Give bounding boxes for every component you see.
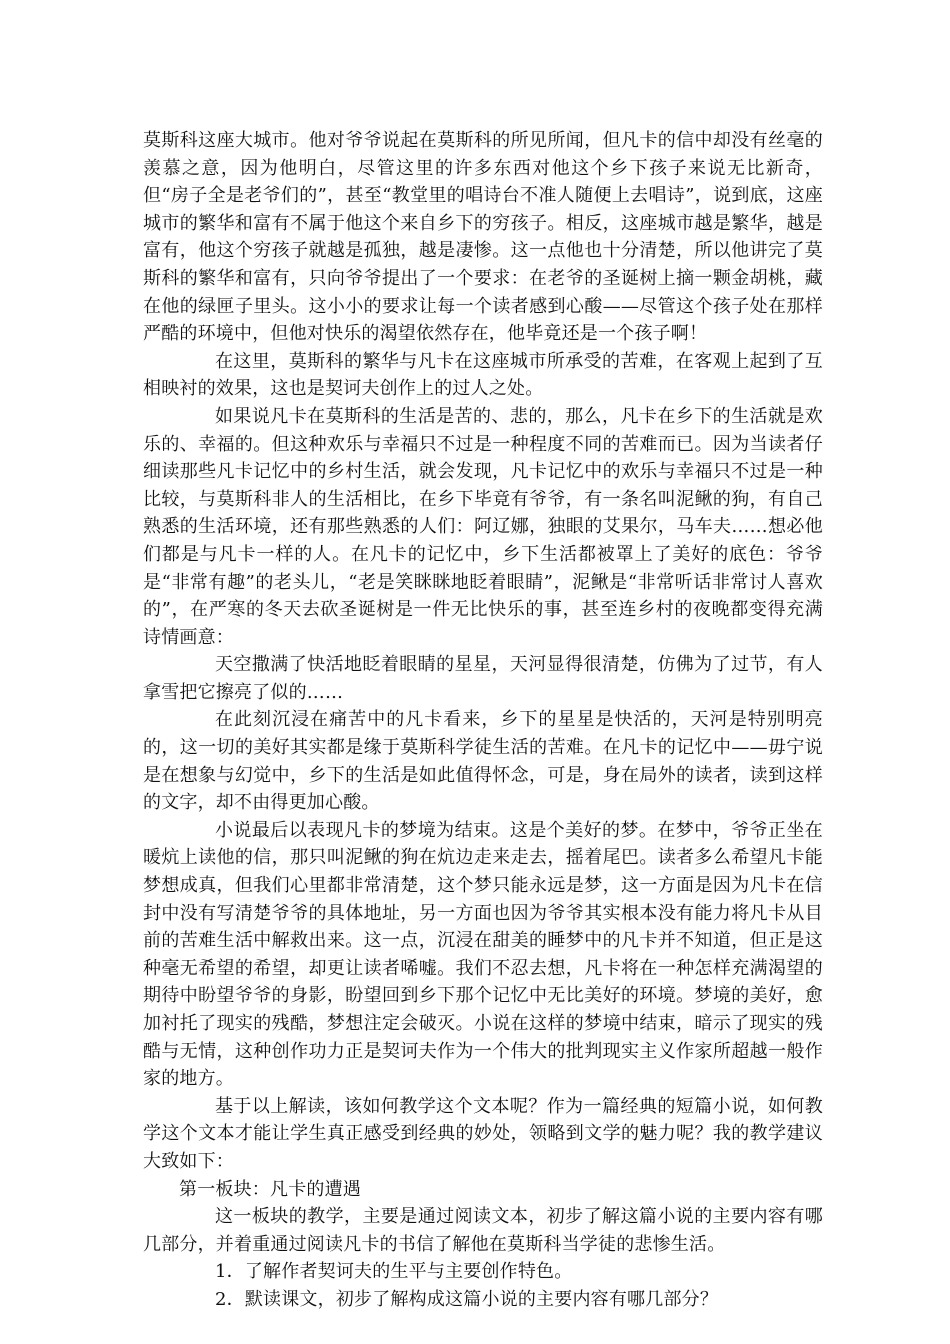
paragraph-moscow-city: 莫斯科这座大城市。他对爷爷说起在莫斯科的所见所闻，但凡卡的信中却没有丝毫的羡慕之意，因为他明白，尽管这里的许多东西对他这个乡下孩子来说无比新奇，但“房子全是老爷们的”，甚至“教堂里的唱诗台不准人随便上去唱诗”，说到底，这座城市的繁华和富有不属于他这个来自乡下的穷孩子。相反，这座城市越是繁华，越是富有，他这个穷孩子就越是孤独，越是凄惨。这一点他也十分清楚，所以他讲完了莫斯科的繁华和富有，只向爷爷提出了一个要求：在老爷的圣诞树上摘一颗金胡桃，藏在他的绿匣子里头。这小小的要求让每一个读者感到心酸——尽管这个孩子处在那样严酷的环境中，但他对快乐的渴望依然存在，他毕竟还是一个孩子啊！	[143, 130, 823, 345]
document-body	[143, 127, 823, 1314]
paragraph-contrast-effect: 在这里，莫斯科的繁华与凡卡在这座城市所承受的苦难，在客观上起到了互相映衬的效果，这也是契诃夫创作上的过人之处。	[143, 350, 823, 400]
list-item-2: 2．默读课文，初步了解构成这篇小说的主要内容有哪几部分？	[215, 1288, 719, 1310]
paragraph-quote-starry-sky: 天空撒满了快活地眨着眼睛的星星，天河显得很清楚，仿佛为了过节，有人拿雪把它擦亮了似的……	[143, 654, 823, 703]
section-heading-block-one: 第一板块：凡卡的遭遇	[179, 1178, 361, 1200]
paragraph-dream-ending: 小说最后以表现凡卡的梦境为结束。这是个美好的梦。在梦中，爷爷正坐在暖炕上读他的信，那只叫泥鳅的狗在炕边走来走去，摇着尾巴。读者多么希望凡卡能梦想成真，但我们心里都非常清楚，这个梦只能永远是梦，这一方面是因为凡卡在信封中没有写清楚爷爷的具体地址，另一方面也因为爷爷其实根本没有能力将凡卡从目前的苦难生活中解救出来。这一点，沉浸在甜美的睡梦中的凡卡并不知道，但正是这种毫无希望的希望，却更让读者唏嘘。我们不忍去想，凡卡将在一种怎样充满渴望的期待中盼望爷爷的身影，盼望回到乡下那个记忆中无比美好的环境。梦境的美好，愈加衬托了现实的残酷，梦想注定会破灭。小说在这样的梦境中结束，暗示了现实的残酷与无情，这种创作功力正是契诃夫作为一个伟大的批判现实主义作家所超越一般作家的地方。	[143, 819, 823, 1090]
paragraph-teaching-intro: 基于以上解读，该如何教学这个文本呢？作为一篇经典的短篇小说，如何教学这个文本才能让学生真正感受到经典的妙处，领略到文学的魅力呢？我的教学建议大致如下：	[143, 1095, 823, 1172]
paragraph-block-one-description: 这一板块的教学，主要是通过阅读文本，初步了解这篇小说的主要内容有哪几部分，并着重通过阅读凡卡的书信了解他在莫斯科当学徒的悲惨生活。	[143, 1206, 823, 1255]
paragraph-country-life: 如果说凡卡在莫斯科的生活是苦的、悲的，那么，凡卡在乡下的生活就是欢乐的、幸福的。但这种欢乐与幸福只不过是一种程度不同的苦难而已。因为当读者仔细读那些凡卡记忆中的乡村生活，就会发现，凡卡记忆中的欢乐与幸福只不过是一种比较，与莫斯科非人的生活相比，在乡下毕竟有爷爷，有一条名叫泥鳅的狗，有自己熟悉的生活环境，还有那些熟悉的人们：阿辽娜，独眼的艾果尔，马车夫……想必他们都是与凡卡一样的人。在凡卡的记忆中，乡下生活都被罩上了美好的底色：爷爷是“非常有趣”的老头儿，“老是笑眯眯地眨着眼睛”，泥鳅是“非常听话非常讨人喜欢的”，在严寒的冬天去砍圣诞树是一件无比快乐的事，甚至连乡村的夜晚都变得充满诗情画意：	[143, 405, 823, 648]
paragraph-memory-analysis: 在此刻沉浸在痛苦中的凡卡看来，乡下的星星是快活的，天河是特别明亮的，这一切的美好其实都是缘于莫斯科学徒生活的苦难。在凡卡的记忆中——毋宁说是在想象与幻觉中，乡下的生活是如此值得怀念，可是，身在局外的读者，读到这样的文字，却不由得更加心酸。	[143, 709, 823, 814]
list-item-1: 1．了解作者契诃夫的生平与主要创作特色。	[215, 1261, 573, 1283]
